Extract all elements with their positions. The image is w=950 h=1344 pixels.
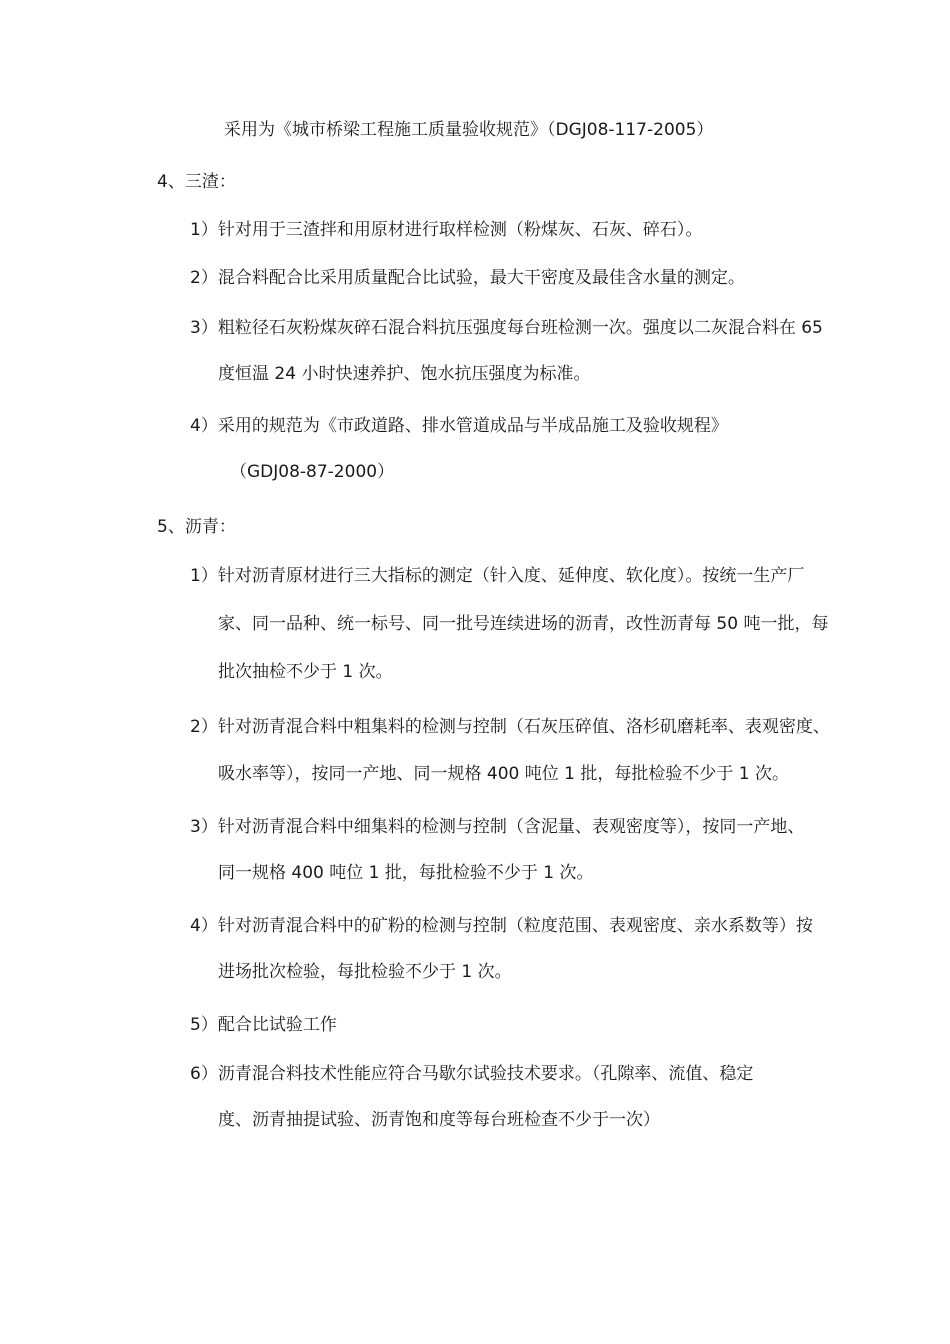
list-item-line: 1）针对沥青原材进行三大指标的测定（针入度、延伸度、软化度）。按统一生产厂 (190, 566, 805, 586)
list-item-line: 4）采用的规范为《市政道路、排水管道成品与半成品施工及验收规程》 (190, 416, 728, 436)
list-item-line: 同一规格 400 吨位 1 批，每批检验不少于 1 次。 (218, 863, 594, 883)
intro-line: 采用为《城市桥梁工程施工质量验收规范》（DGJ08-117-2005） (224, 120, 714, 140)
section-heading: 5、沥青： (157, 517, 236, 537)
list-item-line: 3）针对沥青混合料中细集料的检测与控制（含泥量、表观密度等），按同一产地、 (190, 817, 805, 837)
list-item-line: 6）沥青混合料技术性能应符合马歇尔试验技术要求。（孔隙率、流值、稳定 (190, 1064, 754, 1084)
list-item-line: 批次抽检不少于 1 次。 (218, 662, 393, 682)
list-item-line: 吸水率等），按同一产地、同一规格 400 吨位 1 批，每批检验不少于 1 次。 (218, 764, 790, 784)
list-item-line: 度恒温 24 小时快速养护、饱水抗压强度为标准。 (218, 364, 591, 384)
section-heading: 4、三渣： (157, 172, 236, 192)
list-item-line: 1）针对用于三渣拌和用原材进行取样检测（粉煤灰、石灰、碎石）。 (190, 220, 703, 240)
list-item-line: 5）配合比试验工作 (190, 1015, 337, 1035)
list-item-line: 2）混合料配合比采用质量配合比试验，最大干密度及最佳含水量的测定。 (190, 268, 745, 288)
list-item-line: 度、沥青抽提试验、沥青饱和度等每台班检查不少于一次） (218, 1110, 660, 1130)
list-item-line: （GDJ08-87-2000） (230, 462, 395, 482)
list-item-line: 4）针对沥青混合料中的矿粉的检测与控制（粒度范围、表观密度、亲水系数等）按 (190, 916, 813, 936)
list-item-line: 进场批次检验，每批检验不少于 1 次。 (218, 962, 512, 982)
list-item-line: 家、同一品种、统一标号、同一批号连续进场的沥青，改性沥青每 50 吨一批，每 (218, 614, 829, 634)
list-item-line: 3）粗粒径石灰粉煤灰碎石混合料抗压强度每台班检测一次。强度以二灰混合料在 65 (190, 318, 823, 338)
list-item-line: 2）针对沥青混合料中粗集料的检测与控制（石灰压碎值、洛杉矶磨耗率、表观密度、 (190, 717, 830, 737)
